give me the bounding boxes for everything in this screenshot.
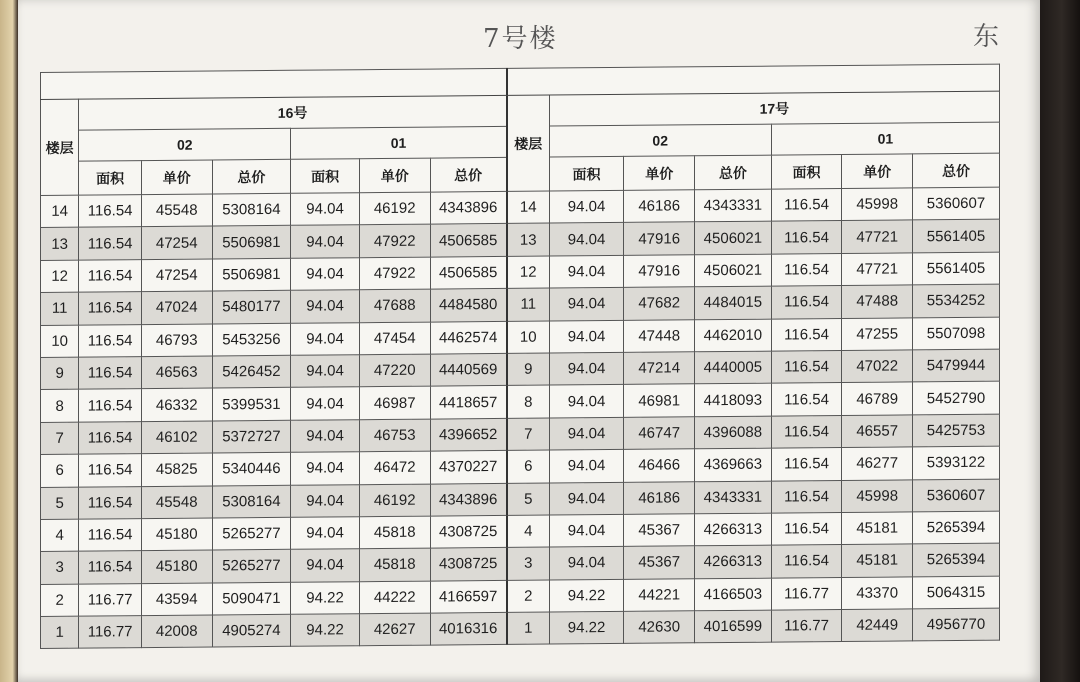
price-cell: 4343331 — [695, 481, 772, 514]
price-cell: 45998 — [842, 188, 913, 221]
price-cell: 5393122 — [913, 446, 1000, 479]
price-cell: 42627 — [359, 613, 430, 646]
price-cell: 46793 — [141, 324, 212, 357]
floor-cell: 14 — [507, 191, 549, 224]
floor-cell: 4 — [507, 515, 549, 548]
floor-cell: 11 — [507, 288, 549, 321]
desk-edge — [0, 0, 18, 682]
price-cell: 45548 — [141, 486, 212, 519]
building-header: 16号 — [79, 95, 507, 130]
price-cell: 46557 — [842, 415, 913, 448]
price-cell: 44222 — [359, 581, 430, 614]
price-cell: 47448 — [624, 319, 695, 352]
unit-header: 01 — [771, 122, 999, 155]
floor-cell: 13 — [507, 223, 549, 256]
price-cell: 4506021 — [695, 222, 772, 255]
floor-cell: 7 — [41, 422, 79, 455]
price-cell: 45548 — [141, 194, 212, 227]
floor-cell: 1 — [507, 612, 549, 645]
price-cell: 94.22 — [549, 611, 624, 644]
price-cell: 4905274 — [212, 614, 291, 647]
floor-cell: 6 — [41, 454, 79, 487]
price-cell: 4956770 — [913, 608, 1000, 641]
price-cell: 5479944 — [913, 349, 1000, 382]
column-header: 单价 — [359, 158, 430, 193]
price-cell: 4506021 — [695, 254, 772, 287]
price-cell: 46987 — [359, 386, 430, 419]
price-cell: 46192 — [359, 192, 430, 225]
price-cell: 4418093 — [695, 383, 772, 416]
price-cell: 45181 — [842, 544, 913, 577]
price-cell: 5453256 — [212, 323, 291, 356]
price-cell: 116.54 — [79, 259, 142, 292]
price-cell: 5360607 — [913, 187, 1000, 220]
price-cell: 4016316 — [430, 613, 507, 646]
price-cell: 4418657 — [430, 386, 507, 419]
floor-cell: 7 — [507, 418, 549, 451]
price-cell: 116.77 — [79, 616, 142, 649]
column-header: 总价 — [695, 155, 772, 190]
price-cell: 94.04 — [291, 517, 360, 550]
price-table-body — [41, 187, 1000, 649]
price-cell: 47254 — [141, 259, 212, 292]
building-header: 17号 — [549, 91, 999, 126]
price-cell: 116.77 — [771, 577, 842, 610]
price-cell: 116.54 — [771, 383, 842, 416]
price-cell: 42008 — [141, 615, 212, 648]
column-header: 总价 — [212, 159, 291, 194]
price-cell: 94.04 — [291, 355, 360, 388]
price-cell: 116.54 — [771, 545, 842, 578]
price-cell: 46789 — [842, 382, 913, 415]
price-cell: 47220 — [359, 354, 430, 387]
floor-cell: 5 — [507, 483, 549, 516]
price-cell: 116.54 — [79, 357, 142, 390]
price-cell: 47922 — [359, 224, 430, 257]
handwritten-building-title: 7号楼 — [483, 24, 558, 54]
price-cell: 94.04 — [549, 352, 624, 385]
price-cell: 116.54 — [79, 486, 142, 519]
column-header: 面积 — [549, 156, 624, 191]
price-cell: 44221 — [624, 578, 695, 611]
price-cell: 47922 — [359, 257, 430, 290]
price-cell: 94.04 — [291, 225, 360, 258]
price-cell: 45181 — [842, 512, 913, 545]
price-cell: 116.54 — [79, 292, 142, 325]
price-cell: 45818 — [359, 516, 430, 549]
floor-cell: 11 — [41, 292, 79, 325]
floor-cell: 1 — [41, 616, 79, 649]
price-cell: 5506981 — [212, 258, 291, 291]
price-cell: 94.22 — [291, 581, 360, 614]
price-cell: 4016599 — [695, 610, 772, 643]
price-cell: 47682 — [624, 287, 695, 320]
price-cell: 46277 — [842, 447, 913, 480]
price-cell: 94.04 — [291, 257, 360, 290]
price-cell: 116.54 — [771, 350, 842, 383]
price-cell: 4308725 — [430, 515, 507, 548]
price-cell: 4370227 — [430, 451, 507, 484]
price-cell: 94.04 — [291, 549, 360, 582]
price-cell: 94.04 — [291, 290, 360, 323]
price-cell: 46466 — [624, 449, 695, 482]
column-header: 面积 — [291, 159, 360, 194]
price-cell: 94.04 — [291, 193, 360, 226]
binder-cover — [1034, 0, 1080, 682]
price-cell: 5561405 — [913, 252, 1000, 285]
floor-cell: 12 — [507, 256, 549, 289]
price-cell: 46192 — [359, 484, 430, 517]
price-cell: 116.54 — [79, 389, 142, 422]
price-table — [40, 64, 1000, 650]
price-cell: 116.54 — [771, 286, 842, 319]
price-cell: 94.04 — [291, 484, 360, 517]
column-header: 单价 — [842, 154, 913, 189]
price-cell: 5265277 — [212, 517, 291, 550]
price-cell: 4308725 — [430, 548, 507, 581]
price-cell: 116.54 — [771, 480, 842, 513]
price-cell: 94.04 — [549, 450, 624, 483]
price-cell: 45180 — [141, 550, 212, 583]
floor-cell: 10 — [507, 321, 549, 354]
floor-header: 楼层 — [41, 99, 79, 195]
price-cell: 4369663 — [695, 448, 772, 481]
price-cell: 43594 — [141, 583, 212, 616]
price-cell: 94.22 — [549, 579, 624, 612]
floor-cell: 9 — [507, 353, 549, 386]
price-cell: 94.04 — [549, 385, 624, 418]
price-cell: 5265277 — [212, 550, 291, 583]
column-header: 面积 — [771, 155, 842, 190]
price-cell: 45367 — [624, 546, 695, 579]
price-cell: 47454 — [359, 322, 430, 355]
price-cell: 116.77 — [79, 583, 142, 616]
price-cell: 4396088 — [695, 416, 772, 449]
price-cell: 116.54 — [79, 227, 142, 260]
price-cell: 47024 — [141, 291, 212, 324]
price-cell: 5265394 — [913, 511, 1000, 544]
price-cell: 94.04 — [549, 417, 624, 450]
price-cell: 43370 — [842, 577, 913, 610]
floor-cell: 2 — [41, 584, 79, 617]
price-cell: 5308164 — [212, 193, 291, 226]
price-cell: 42630 — [624, 611, 695, 644]
price-cell: 5506981 — [212, 226, 291, 259]
price-cell: 5480177 — [212, 290, 291, 323]
price-cell: 5507098 — [913, 317, 1000, 350]
price-cell: 45825 — [141, 453, 212, 486]
price-cell: 46186 — [624, 190, 695, 223]
floor-cell: 5 — [41, 487, 79, 520]
price-cell: 4343896 — [430, 191, 507, 224]
floor-cell: 8 — [507, 385, 549, 418]
price-cell: 4506585 — [430, 224, 507, 257]
floor-cell: 4 — [41, 519, 79, 552]
floor-cell: 13 — [41, 228, 79, 261]
price-cell: 116.54 — [79, 519, 142, 552]
column-header: 面积 — [79, 161, 142, 196]
price-cell: 94.04 — [291, 322, 360, 355]
column-header: 总价 — [430, 157, 507, 192]
floor-header: 楼层 — [507, 95, 549, 191]
price-cell: 5534252 — [913, 284, 1000, 317]
price-cell: 45180 — [141, 518, 212, 551]
unit-header: 02 — [549, 124, 771, 157]
price-cell: 5372727 — [212, 420, 291, 453]
price-cell: 4343331 — [695, 189, 772, 222]
price-cell: 4484580 — [430, 289, 507, 322]
floor-cell: 6 — [507, 450, 549, 483]
price-cell: 5265394 — [913, 543, 1000, 576]
price-cell: 116.54 — [771, 221, 842, 254]
price-cell: 46102 — [141, 421, 212, 454]
column-header: 总价 — [913, 153, 1000, 188]
floor-cell: 9 — [41, 357, 79, 390]
price-cell: 4343896 — [430, 483, 507, 516]
price-cell: 4462574 — [430, 321, 507, 354]
price-cell: 47254 — [141, 226, 212, 259]
price-cell: 94.04 — [549, 223, 624, 256]
price-cell: 116.54 — [79, 421, 142, 454]
price-cell: 46472 — [359, 451, 430, 484]
price-cell: 4462010 — [695, 319, 772, 352]
price-cell: 46753 — [359, 419, 430, 452]
price-cell: 4440005 — [695, 351, 772, 384]
handwritten-direction-note: 东 — [973, 22, 1000, 52]
floor-cell: 10 — [41, 325, 79, 358]
price-cell: 94.04 — [549, 482, 624, 515]
floor-cell: 12 — [41, 260, 79, 293]
price-cell: 94.04 — [549, 255, 624, 288]
price-cell: 94.04 — [549, 320, 624, 353]
price-cell: 5399531 — [212, 388, 291, 421]
price-cell: 47488 — [842, 285, 913, 318]
price-cell: 94.04 — [291, 387, 360, 420]
price-cell: 116.54 — [771, 189, 842, 222]
price-cell: 47721 — [842, 253, 913, 286]
price-cell: 116.54 — [79, 195, 142, 228]
price-cell: 5426452 — [212, 355, 291, 388]
price-cell: 46563 — [141, 356, 212, 389]
price-cell: 94.04 — [549, 547, 624, 580]
price-cell: 94.04 — [549, 514, 624, 547]
price-cell: 5308164 — [212, 485, 291, 518]
price-cell: 4484015 — [695, 286, 772, 319]
unit-header: 02 — [79, 128, 291, 161]
price-cell: 94.04 — [291, 452, 360, 485]
price-cell: 5340446 — [212, 452, 291, 485]
price-cell: 46332 — [141, 388, 212, 421]
price-cell: 116.54 — [771, 512, 842, 545]
price-cell: 4266313 — [695, 545, 772, 578]
column-header: 单价 — [141, 160, 212, 195]
price-cell: 116.54 — [79, 324, 142, 357]
price-cell: 42449 — [842, 609, 913, 642]
price-cell: 47255 — [842, 317, 913, 350]
price-cell: 45818 — [359, 548, 430, 581]
unit-header: 01 — [291, 126, 507, 159]
floor-cell: 8 — [41, 390, 79, 423]
price-cell: 116.54 — [771, 448, 842, 481]
price-cell: 45367 — [624, 514, 695, 547]
price-cell: 94.04 — [549, 190, 624, 223]
column-header: 单价 — [624, 156, 695, 191]
price-cell: 46186 — [624, 481, 695, 514]
price-cell: 47916 — [624, 222, 695, 255]
price-cell: 47916 — [624, 255, 695, 288]
price-cell: 94.04 — [291, 419, 360, 452]
price-cell: 94.22 — [291, 614, 360, 647]
price-cell: 4396652 — [430, 418, 507, 451]
floor-cell: 14 — [41, 195, 79, 228]
floor-cell: 3 — [507, 547, 549, 580]
price-cell: 5360607 — [913, 479, 1000, 512]
price-cell: 46981 — [624, 384, 695, 417]
price-cell: 5064315 — [913, 576, 1000, 609]
price-cell: 5425753 — [913, 414, 1000, 447]
price-cell: 47688 — [359, 289, 430, 322]
price-cell: 47214 — [624, 352, 695, 385]
price-cell: 94.04 — [549, 288, 624, 321]
price-cell: 116.54 — [79, 454, 142, 487]
price-cell: 116.77 — [771, 610, 842, 643]
price-cell: 4440569 — [430, 353, 507, 386]
price-cell: 116.54 — [79, 551, 142, 584]
floor-cell: 2 — [507, 580, 549, 613]
price-cell: 5561405 — [913, 220, 1000, 253]
floor-cell: 3 — [41, 551, 79, 584]
price-cell: 47022 — [842, 350, 913, 383]
price-cell: 5452790 — [913, 381, 1000, 414]
price-cell: 116.54 — [771, 318, 842, 351]
price-cell: 116.54 — [771, 415, 842, 448]
price-cell: 4166597 — [430, 580, 507, 613]
price-cell: 46747 — [624, 417, 695, 450]
price-cell: 4266313 — [695, 513, 772, 546]
price-cell: 5090471 — [212, 582, 291, 615]
price-cell: 4506585 — [430, 256, 507, 289]
price-cell: 4166503 — [695, 578, 772, 611]
price-cell: 47721 — [842, 220, 913, 253]
price-cell: 45998 — [842, 479, 913, 512]
price-cell: 116.54 — [771, 253, 842, 286]
